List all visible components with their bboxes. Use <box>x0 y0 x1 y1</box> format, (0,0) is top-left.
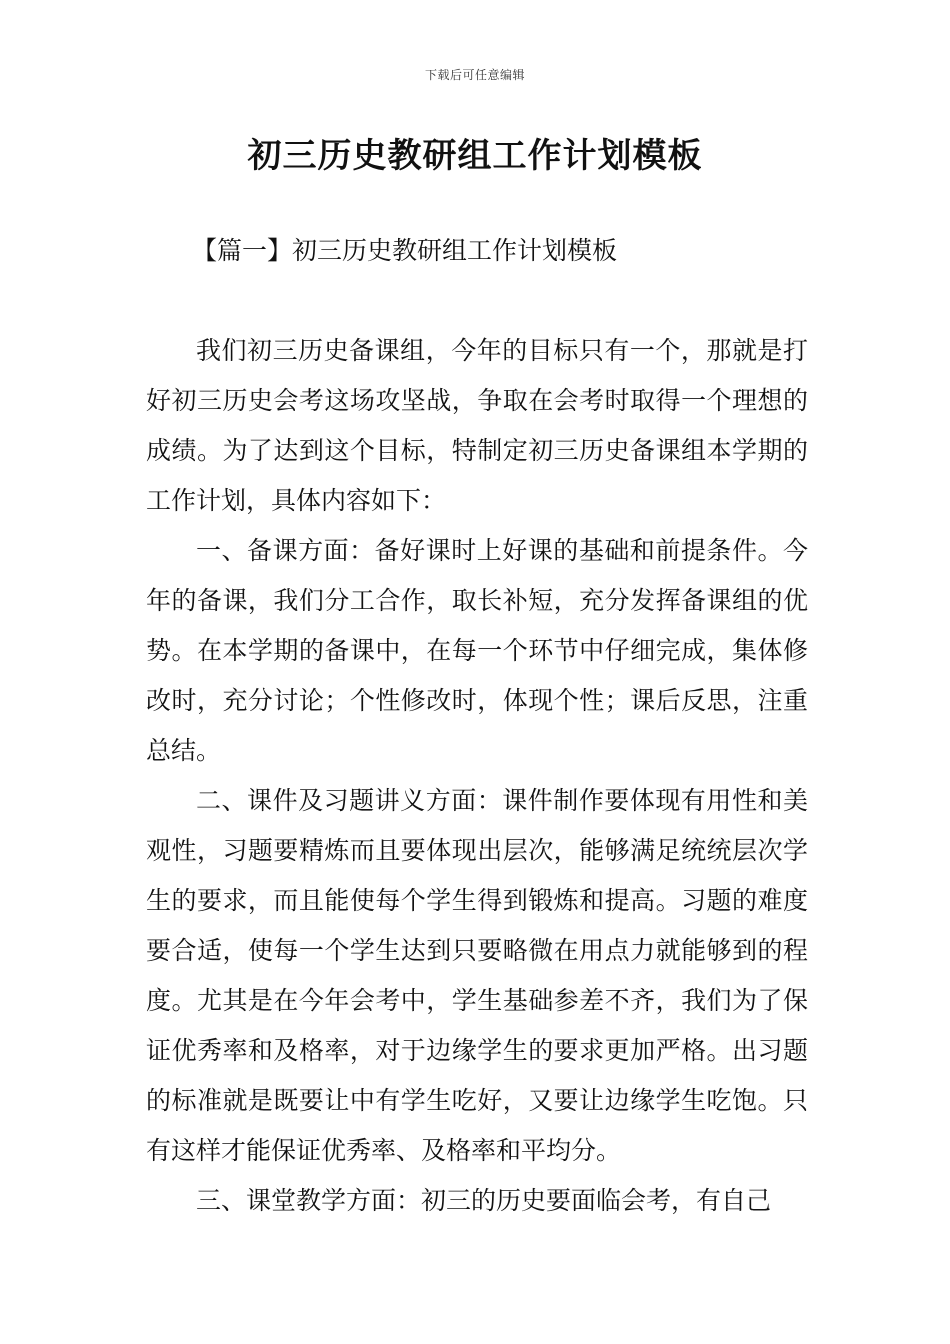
document-body <box>146 326 808 1226</box>
section-heading: 【篇一】初三历史教研组工作计划模板 <box>192 236 618 265</box>
paragraph-lesson-prep: 一、备课方面：备好课时上好课的基础和前提条件。今年的备课，我们分工合作，取长补短，充分发挥备课组的优势。在本学期的备课中，在每一个环节中仔细完成，集体修改时，充分讨论；个性修改时，体现个性；课后反思，注重总结。 <box>146 536 808 765</box>
document-title: 初三历史教研组工作计划模板 <box>247 136 703 176</box>
paragraph-classroom-teaching: 三、课堂教学方面：初三的历史要面临会考，有自己 <box>196 1186 772 1215</box>
header-note: 下载后可任意编辑 <box>424 68 525 82</box>
paragraph-courseware-exercises: 二、课件及习题讲义方面：课件制作要体现有用性和美观性，习题要精炼而且要体现出层次，能够满足统统层次学生的要求，而且能使每个学生得到锻炼和提高。习题的难度要合适，使每一个学生达到只要略微在用点力就能够到的程度。尤其是在今年会考中，学生基础参差不齐，我们为了保证优秀率和及格率，对于边缘学生的要求更加严格。出习题的标准就是既要让中有学生吃好，又要让边缘学生吃饱。只有这样才能保证优秀率、及格率和平均分。 <box>146 786 808 1165</box>
paragraph-intro: 我们初三历史备课组，今年的目标只有一个，那就是打好初三历史会考这场攻坚战，争取在会考时取得一个理想的成绩。为了达到这个目标，特制定初三历史备课组本学期的工作计划，具体内容如下： <box>146 336 808 515</box>
